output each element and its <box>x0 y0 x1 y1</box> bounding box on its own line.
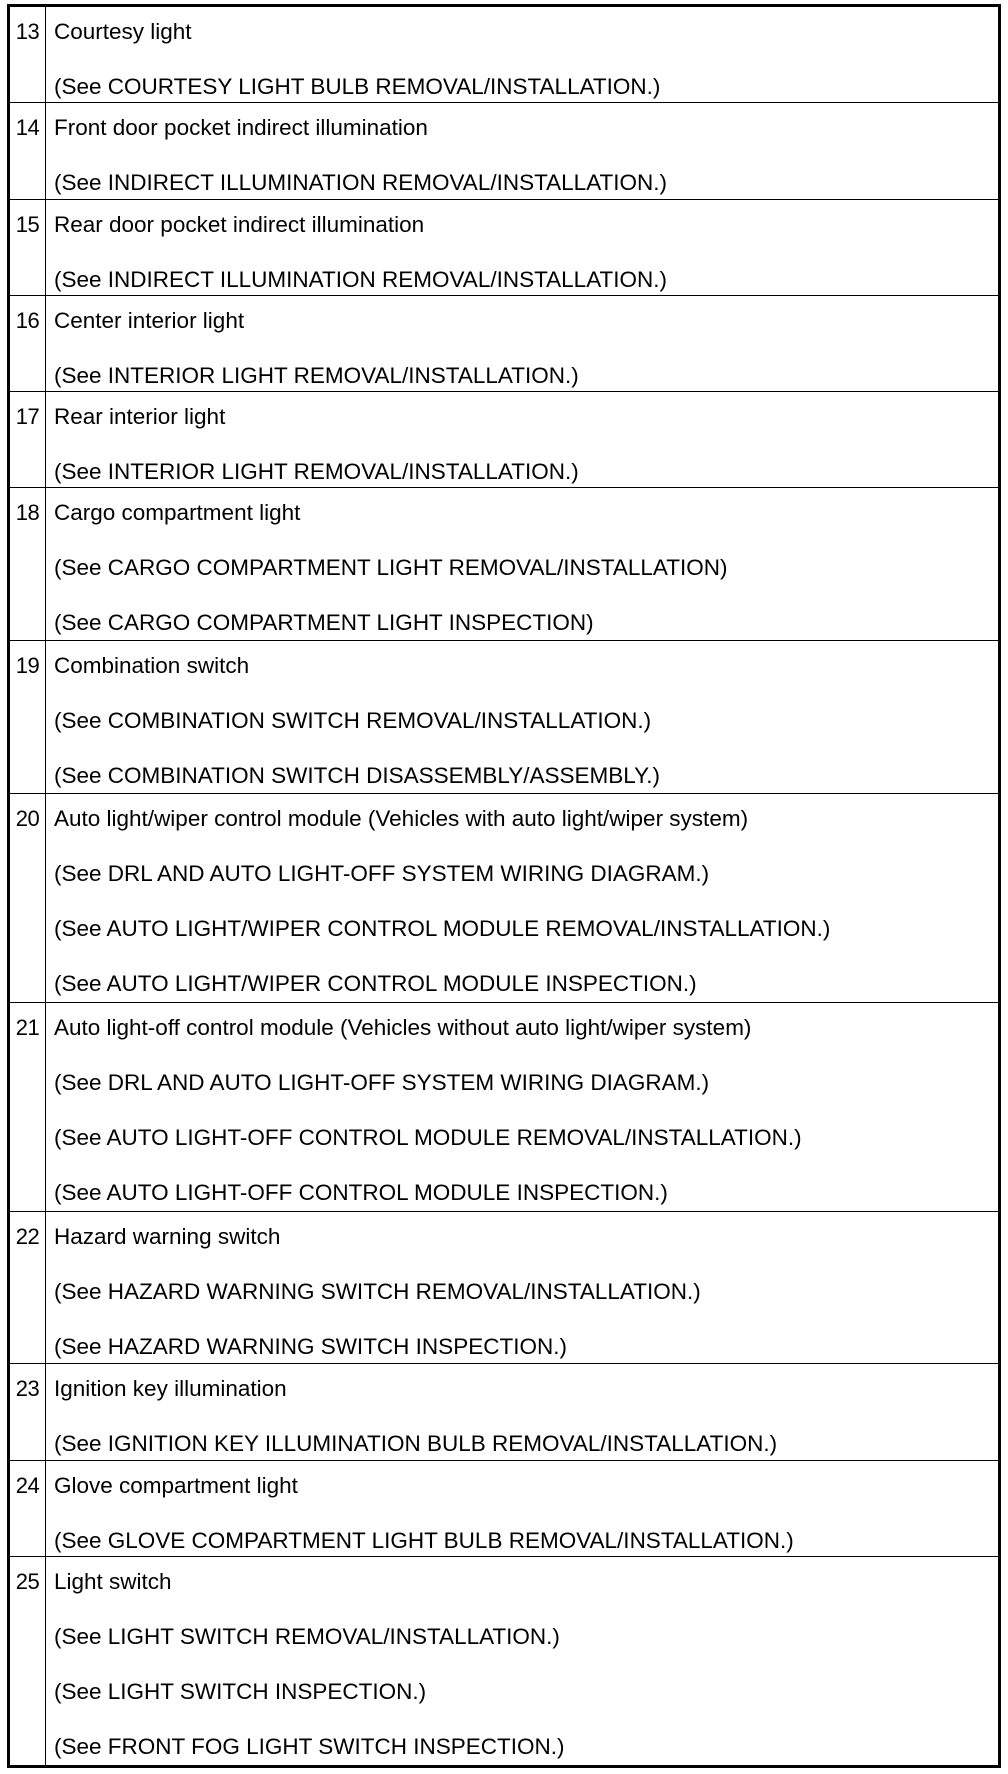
item-description <box>46 103 1000 199</box>
item-number: 17 <box>9 392 46 488</box>
table-row <box>9 1364 1000 1460</box>
component-reference-table <box>7 4 1001 1768</box>
reference-link[interactable]: (See AUTO LIGHT/WIPER CONTROL MODULE REMOVAL/INSTALLATION.) <box>54 915 831 941</box>
table-row <box>9 6 1000 103</box>
reference-link[interactable]: (See DRL AND AUTO LIGHT-OFF SYSTEM WIRING DIAGRAM.) <box>54 1069 710 1095</box>
component-reference-table-wrapper <box>7 4 1001 1768</box>
reference-link[interactable]: (See FRONT FOG LIGHT SWITCH INSPECTION.) <box>54 1733 565 1759</box>
item-description <box>46 392 1000 488</box>
item-number: 15 <box>9 199 46 295</box>
item-title: Courtesy light <box>54 19 192 44</box>
item-title: Glove compartment light <box>54 1472 298 1498</box>
item-description <box>46 1002 1000 1211</box>
reference-link[interactable]: (See COMBINATION SWITCH REMOVAL/INSTALLATION.) <box>54 708 652 734</box>
reference-link[interactable]: (See INTERIOR LIGHT REMOVAL/INSTALLATION.) <box>54 362 579 388</box>
item-title: Light switch <box>54 1568 172 1594</box>
reference-link[interactable]: (See AUTO LIGHT/WIPER CONTROL MODULE INSPECTION.) <box>54 970 697 996</box>
reference-link[interactable]: (See IGNITION KEY ILLUMINATION BULB REMOVAL/INSTALLATION.) <box>54 1431 778 1457</box>
item-number: 16 <box>9 295 46 391</box>
table-row <box>9 392 1000 488</box>
reference-link[interactable]: (See CARGO COMPARTMENT LIGHT REMOVAL/INSTALLATION) <box>54 555 728 581</box>
item-title: Hazard warning switch <box>54 1223 281 1249</box>
reference-link[interactable]: (See HAZARD WARNING SWITCH REMOVAL/INSTALLATION.) <box>54 1278 701 1304</box>
item-number: 23 <box>9 1364 46 1460</box>
table-row <box>9 1556 1000 1766</box>
item-description <box>46 793 1000 1002</box>
item-title: Cargo compartment light <box>54 500 301 526</box>
reference-link[interactable]: (See INDIRECT ILLUMINATION REMOVAL/INSTALLATION.) <box>54 266 668 292</box>
reference-link[interactable]: (See CARGO COMPARTMENT LIGHT INSPECTION) <box>54 610 594 636</box>
item-title: Front door pocket indirect illumination <box>54 115 428 141</box>
item-description <box>46 6 1000 103</box>
table-row <box>9 1002 1000 1211</box>
item-title: Rear door pocket indirect illumination <box>54 211 425 237</box>
item-title: Auto light-off control module (Vehicles without auto light/wiper system) <box>54 1014 752 1040</box>
item-number: 19 <box>9 641 46 794</box>
item-number: 22 <box>9 1211 46 1364</box>
item-number: 25 <box>9 1556 46 1766</box>
reference-link[interactable]: (See AUTO LIGHT-OFF CONTROL MODULE REMOVAL/INSTALLATION.) <box>54 1124 802 1150</box>
item-description <box>46 1211 1000 1364</box>
item-number: 20 <box>9 793 46 1002</box>
reference-link[interactable]: (See HAZARD WARNING SWITCH INSPECTION.) <box>54 1333 567 1359</box>
table-body <box>9 6 1000 1767</box>
table-row <box>9 1460 1000 1556</box>
reference-link[interactable]: (See GLOVE COMPARTMENT LIGHT BULB REMOVAL/INSTALLATION.) <box>54 1527 794 1553</box>
item-number: 24 <box>9 1460 46 1556</box>
item-number: 18 <box>9 488 46 641</box>
item-description <box>46 1556 1000 1766</box>
reference-link[interactable]: (See INTERIOR LIGHT REMOVAL/INSTALLATION.) <box>54 459 579 485</box>
item-description <box>46 199 1000 295</box>
reference-link[interactable]: (See LIGHT SWITCH REMOVAL/INSTALLATION.) <box>54 1623 560 1649</box>
item-number: 13 <box>9 6 46 103</box>
reference-link[interactable]: (See COMBINATION SWITCH DISASSEMBLY/ASSEMBLY.) <box>54 763 660 789</box>
item-description <box>46 1460 1000 1556</box>
reference-link[interactable]: (See INDIRECT ILLUMINATION REMOVAL/INSTALLATION.) <box>54 170 668 196</box>
item-description <box>46 488 1000 641</box>
table-row <box>9 488 1000 641</box>
item-description <box>46 1364 1000 1460</box>
reference-link[interactable]: (See COURTESY LIGHT BULB REMOVAL/INSTALLATION.) <box>54 74 661 99</box>
item-title: Rear interior light <box>54 404 226 430</box>
item-title: Combination switch <box>54 653 250 679</box>
item-number: 14 <box>9 103 46 199</box>
table-row <box>9 793 1000 1002</box>
item-title: Auto light/wiper control module (Vehicles with auto light/wiper system) <box>54 805 749 831</box>
table-row <box>9 1211 1000 1364</box>
item-description <box>46 641 1000 794</box>
item-description <box>46 295 1000 391</box>
item-title: Center interior light <box>54 307 245 333</box>
item-title: Ignition key illumination <box>54 1376 287 1402</box>
table-row <box>9 103 1000 199</box>
table-row <box>9 641 1000 794</box>
reference-link[interactable]: (See AUTO LIGHT-OFF CONTROL MODULE INSPECTION.) <box>54 1179 668 1205</box>
reference-link[interactable]: (See LIGHT SWITCH INSPECTION.) <box>54 1678 427 1704</box>
table-row <box>9 295 1000 391</box>
table-row <box>9 199 1000 295</box>
item-number: 21 <box>9 1002 46 1211</box>
reference-link[interactable]: (See DRL AND AUTO LIGHT-OFF SYSTEM WIRING DIAGRAM.) <box>54 860 710 886</box>
